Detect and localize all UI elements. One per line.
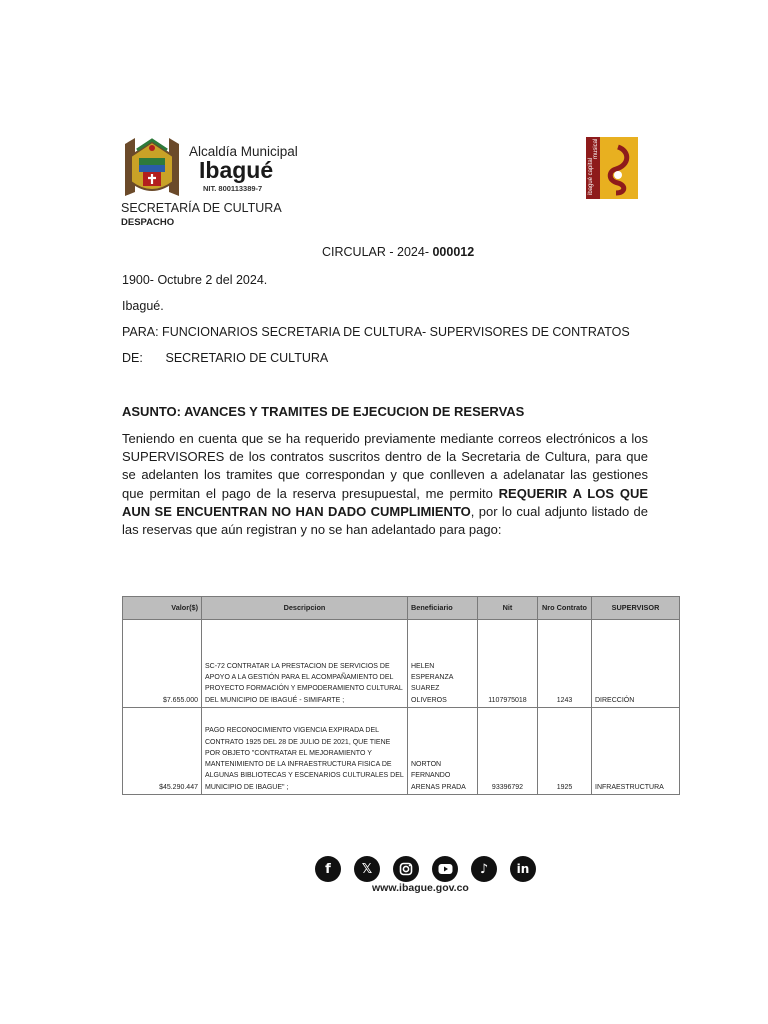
- cell-beneficiario: HELEN ESPERANZA SUAREZ OLIVEROS: [408, 620, 478, 708]
- cell-contrato: 1925: [538, 708, 592, 795]
- body-text-part1: Teniendo en cuenta que se ha requerido previamente mediante correos electrónicos a los SUPERVISORES de los contratos suscritos dentro de la Secretaria de Cultura, para que se adelanten los tramites que correspondan y que conlleven a adelanatar las gestiones que permitan el pago de la reserva presupuestal, me permito: [122, 431, 648, 501]
- city-line: Ibagué.: [122, 299, 164, 313]
- date-line: 1900- Octubre 2 del 2024.: [122, 273, 268, 287]
- x-icon[interactable]: 𝕏: [354, 856, 380, 882]
- cell-nit: 1107975018: [478, 620, 538, 708]
- cell-valor: $45.290.447: [123, 708, 202, 795]
- social-icons: [315, 856, 537, 882]
- logo-right-text-1: musical: [593, 138, 599, 159]
- logo-right-text-2: ibagué capital: [588, 157, 594, 195]
- body-text-part2: , por lo cual adjunto listado de las reservas que aún registran y no se han adelantado para pago:: [122, 503, 648, 538]
- de-label: DE:: [122, 351, 143, 365]
- cell-descripcion: PAGO RECONOCIMIENTO VIGENCIA EXPIRADA DEL CONTRATO 1925 DEL 28 DE JULIO DE 2021, QUE TIENE POR OBJETO "CONTRATAR EL MEJORAMIENTO Y MANTENIMIENTO DE LA INFRAESTRUCTURA FISICA DE ALGUNAS BIBLIOTECAS Y ESCENARIOS CULTURALES DEL MUNICIPIO DE IBAGUE" ;: [202, 708, 408, 795]
- cell-valor: $7.655.000: [123, 620, 202, 708]
- cell-beneficiario: NORTON FERNANDO ARENAS PRADA: [408, 708, 478, 795]
- circular-number: 000012: [432, 245, 475, 259]
- body-text-bold: REQUERIR A LOS QUE AUN SE ENCUENTRAN NO HAN DADO CUMPLIMIENTO: [122, 485, 648, 519]
- website-link[interactable]: www.ibague.gov.co: [372, 882, 469, 894]
- table-header-row: [123, 597, 680, 620]
- ibague-musical-logo: [586, 137, 638, 199]
- alcaldia-logo: [121, 134, 306, 204]
- de-line: [122, 351, 328, 365]
- cell-supervisor: INFRAESTRUCTURA: [592, 708, 680, 795]
- table-row: [123, 620, 680, 708]
- col-header-supervisor: SUPERVISOR: [592, 597, 680, 620]
- coat-of-arms-icon: [121, 134, 183, 200]
- secretaria-label: SECRETARÍA DE CULTURA: [121, 201, 282, 215]
- col-header-descripcion: Descripcion: [202, 597, 408, 620]
- cell-descripcion: SC-72 CONTRATAR LA PRESTACION DE SERVICIOS DE APOYO A LA GESTIÓN PARA EL ACOMPAÑAMIENTO DEL PROYECTO FORMACIÓN Y EMPODERAMIENTO CULTURAL DEL MUNICIPIO DE IBAGUÉ - SIMIFARTE ;: [202, 620, 408, 708]
- linkedin-icon[interactable]: in: [510, 856, 536, 882]
- asunto-heading: ASUNTO: AVANCES Y TRAMITES DE EJECUCION DE RESERVAS: [122, 404, 525, 419]
- col-header-valor: Valor($): [123, 597, 202, 620]
- instagram-icon[interactable]: [393, 856, 419, 882]
- cell-nit: 93396792: [478, 708, 538, 795]
- despacho-label: DESPACHO: [121, 217, 175, 228]
- logo-city-name: Ibagué: [199, 157, 274, 183]
- de-value: SECRETARIO DE CULTURA: [165, 351, 329, 365]
- youtube-icon[interactable]: [432, 856, 458, 882]
- col-header-nit: Nit: [478, 597, 538, 620]
- facebook-icon[interactable]: f: [315, 856, 341, 882]
- cell-contrato: 1243: [538, 620, 592, 708]
- logo-nit: NIT. 800113389-7: [203, 184, 263, 193]
- col-header-beneficiario: Beneficiario: [408, 597, 478, 620]
- tiktok-icon[interactable]: ♪: [471, 856, 497, 882]
- body-paragraph: [122, 430, 648, 539]
- cell-supervisor: DIRECCIÓN: [592, 620, 680, 708]
- circular-heading: [322, 245, 474, 259]
- para-line: PARA: FUNCIONARIOS SECRETARIA DE CULTURA- SUPERVISORES DE CONTRATOS: [122, 325, 630, 339]
- circular-label: CIRCULAR - 2024-: [322, 245, 429, 259]
- col-header-contrato: Nro Contrato: [538, 597, 592, 620]
- table-row: [123, 708, 680, 795]
- reservas-table: [122, 596, 680, 795]
- logo-title: Alcaldía Municipal: [189, 144, 298, 159]
